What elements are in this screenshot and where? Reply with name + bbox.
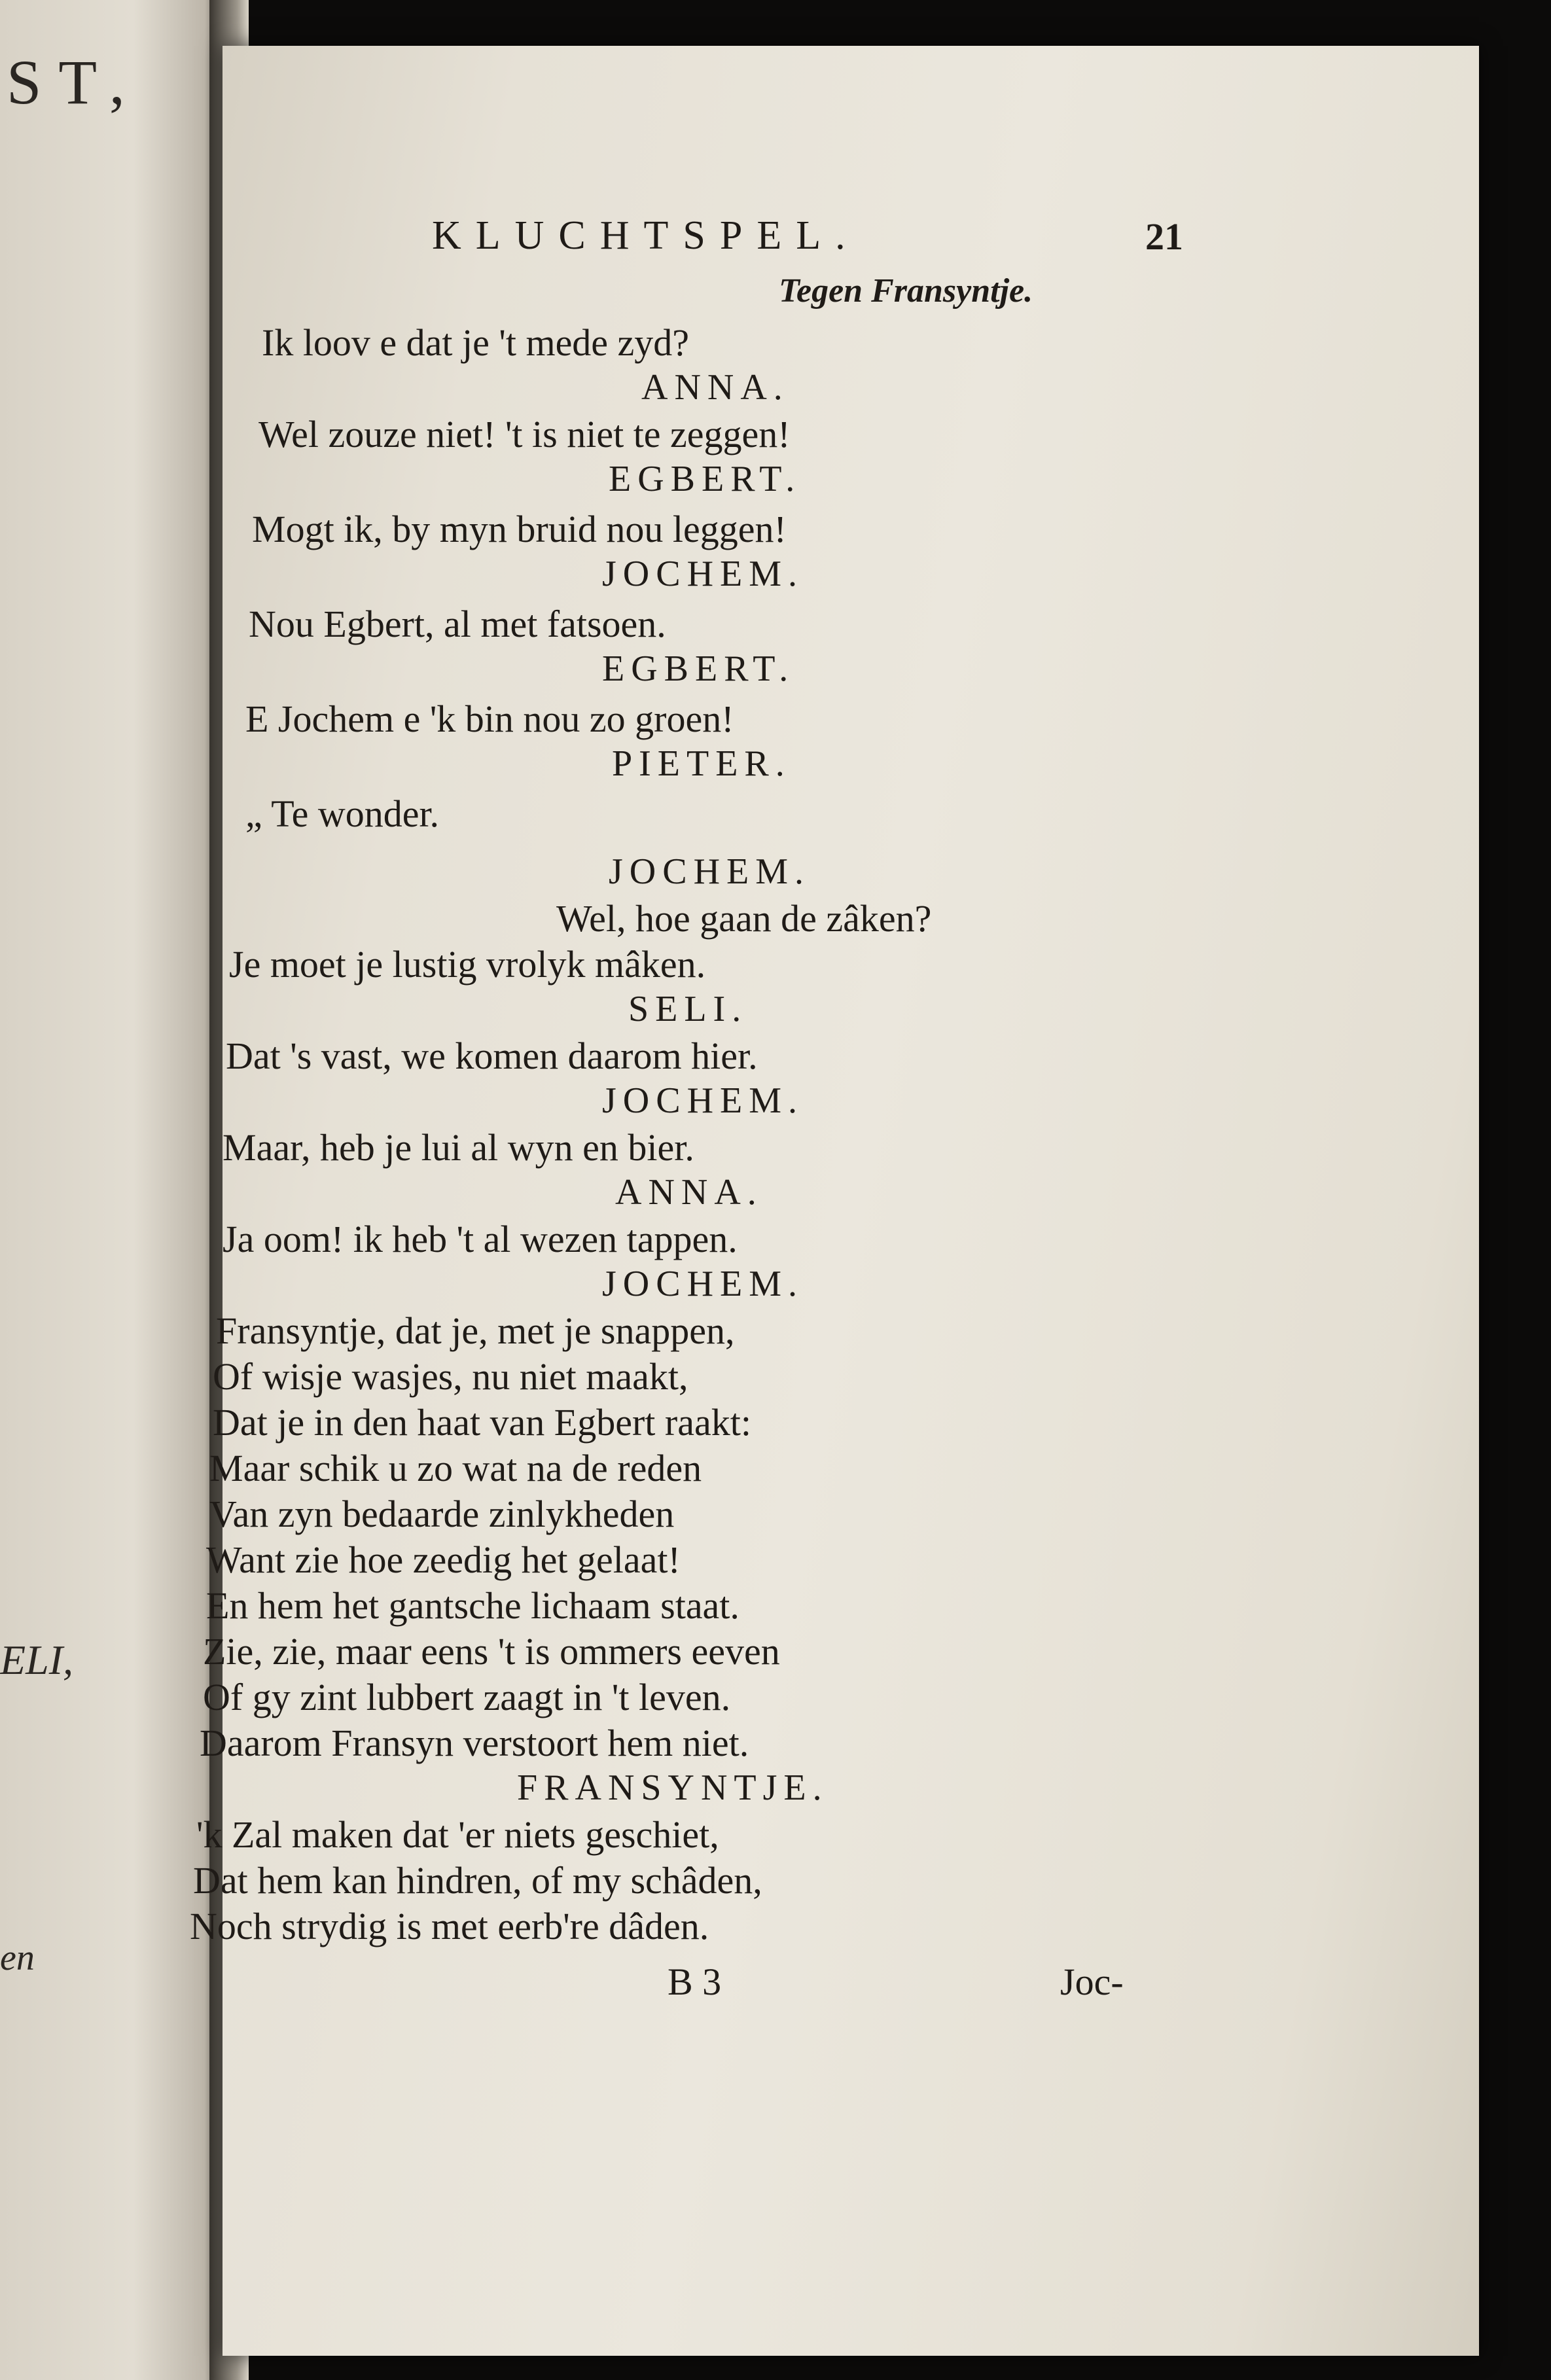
speaker-name: EGBERT.: [609, 459, 802, 499]
verse-line: En hem het gantsche lichaam staat.: [206, 1584, 740, 1627]
verse-line: Van zyn bedaarde zinlykheden: [209, 1493, 675, 1535]
book-page: [190, 46, 1479, 2356]
verse-line: Daarom Fransyn verstoort hem niet.: [200, 1722, 749, 1764]
verse-line: Dat je in den haat van Egbert raakt:: [213, 1401, 751, 1444]
verse-line: Fransyntje, dat je, met je snappen,: [216, 1309, 735, 1352]
verse-line: Want zie hoe zeedig het gelaat!: [206, 1538, 681, 1581]
previous-page-fragment-eli: ELI,: [0, 1637, 73, 1683]
speaker-name: ANNA.: [641, 367, 789, 408]
signature-mark: B 3: [668, 1961, 722, 2003]
verse-line: Of gy zint lubbert zaagt in 't leven.: [203, 1676, 731, 1718]
verse-line: Zie, zie, maar eens 't is ommers eeven: [203, 1630, 780, 1673]
verse-line: Wel zouze niet! 't is niet te zeggen!: [258, 413, 791, 455]
verse-line: Dat 's vast, we komen daarom hier.: [226, 1035, 758, 1077]
page-number: 21: [1145, 215, 1183, 258]
page-text: [190, 46, 1479, 2356]
stage-direction: Tegen Fransyntje.: [779, 272, 1033, 310]
verse-line: Maar schik u zo wat na de reden: [209, 1447, 702, 1489]
verse-line: „ Te wonder.: [245, 792, 440, 835]
verse-line: Noch strydig is met eerb're dâden.: [190, 1905, 709, 1947]
speaker-name: EGBERT.: [602, 648, 795, 689]
speaker-name: JOCHEM.: [602, 554, 804, 594]
verse-line: Mogt ik, by myn bruid nou leggen!: [252, 508, 787, 550]
verse-line: Je moet je lustig vrolyk mâken.: [229, 943, 706, 986]
verse-line: Ja oom! ik heb 't al wezen tappen.: [223, 1218, 738, 1260]
verse-line: Wel, hoe gaan de zâken?: [556, 897, 932, 940]
verse-line: Maar, heb je lui al wyn en bier.: [223, 1126, 694, 1169]
verse-line: Dat hem kan hindren, of my schâden,: [193, 1859, 762, 1902]
catchword: Joc-: [1060, 1961, 1124, 2003]
previous-page-fragment-en: en: [0, 1938, 35, 1978]
speaker-name: FRANSYNTJE.: [517, 1767, 829, 1808]
speaker-name: JOCHEM.: [602, 1264, 804, 1304]
speaker-name: JOCHEM.: [602, 1080, 804, 1121]
speaker-name: PIETER.: [612, 743, 791, 784]
verse-line: E Jochem e 'k bin nou zo groen!: [245, 698, 734, 740]
verse-line: 'k Zal maken dat 'er niets geschiet,: [196, 1813, 719, 1856]
previous-page-fragment-top: ST,: [7, 47, 142, 117]
speaker-name: JOCHEM.: [609, 851, 811, 892]
verse-line: Nou Egbert, al met fatsoen.: [249, 603, 666, 645]
previous-page: [0, 0, 223, 2380]
verse-line: Ik loov e dat je 't mede zyd?: [262, 321, 690, 364]
verse-line: Of wisje wasjes, nu niet maakt,: [213, 1355, 688, 1398]
speaker-name: SELI.: [628, 989, 748, 1029]
running-header: KLUCHTSPEL.: [432, 213, 860, 258]
speaker-name: ANNA.: [615, 1172, 763, 1213]
